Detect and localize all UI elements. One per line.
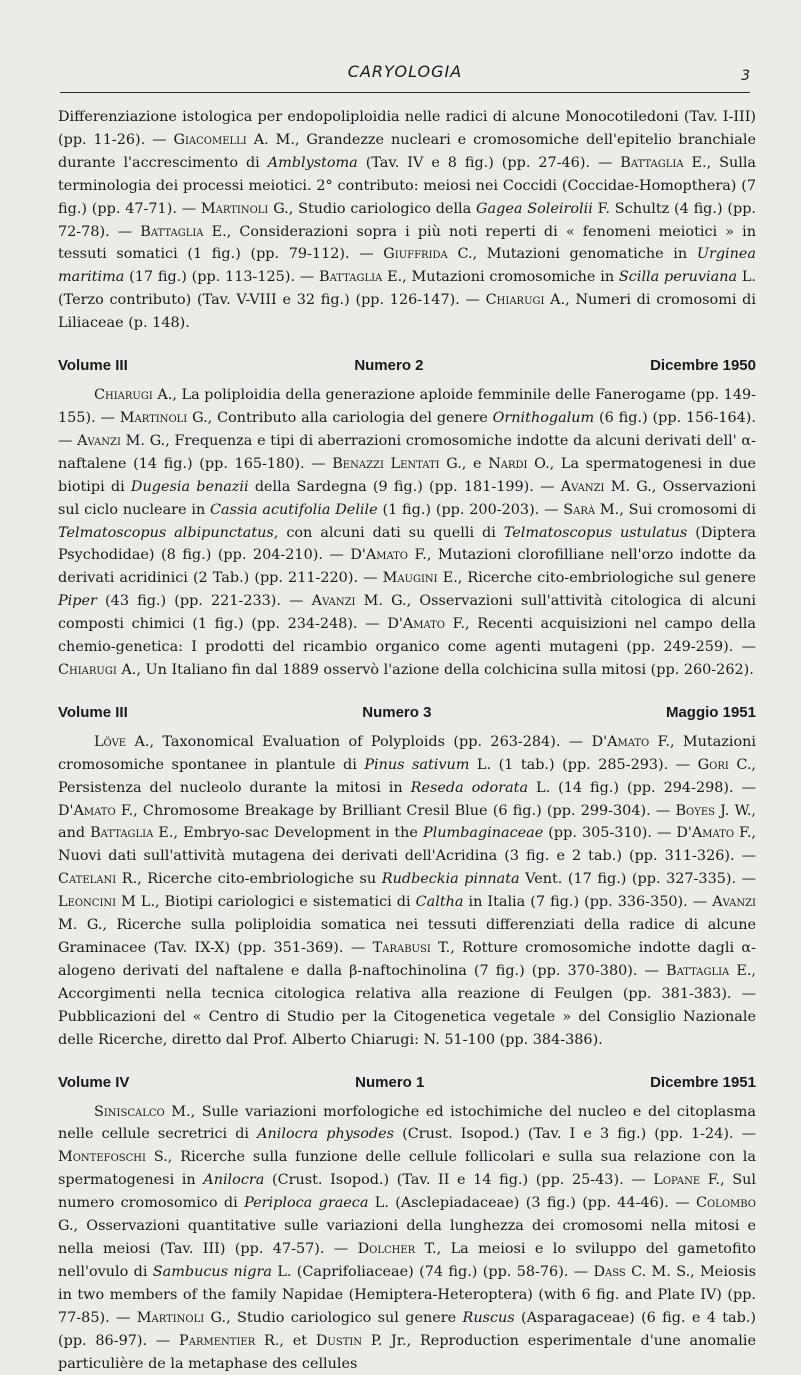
section-heading — [58, 1074, 756, 1091]
section-heading — [58, 704, 756, 721]
issue-date: Maggio 1951 — [665, 703, 756, 721]
page-number: 3 — [741, 68, 750, 84]
section-contents: Löve A., Taxonomical Evaluation of Polyploids (pp. 263-284). — D'Amato F., Mutazioni cromosomiche spontanee in plantule di Pinus sativum L. (1 tab.) (pp. 285-293). — Gori C., Persistenza del nucleolo durante la mitosi in Reseda odorata L. (14 fig.) (pp. 294-298). — D'Amato F., Chromosome Breakage by Brilliant Cresil Blue (6 fig.) (pp. 299-304). — Boyes J. W., and Battaglia E., Embryo-sac Development in the Plumbaginaceae (pp. 305-310). — D'Amato F., Nuovi dati sull'attività mutagena dei derivati dell'Acridina (3 fig. e 2 tab.) (pp. 311-326). — Catelani R., Ricerche cito-embriologiche su Rudbeckia pinnata Vent. (17 fig.) (pp. 327-335). — Leoncini M L., Biotipi cariologici e sistematici di Caltha in Italia (7 fig.) (pp. 336-350). — Avanzi M. G., Ricerche sulla poliploidia somatica nei tessuti differenziati della radice di alcune Graminacee (Tav. IX-X) (pp. 351-369). — Tarabusi T., Rotture cromosomiche indotte dagli α-alogeno derivati del naftalene e dalla β-naftochinolina (7 fig.) (pp. 370-380). — Battaglia E., Accorgimenti nella tecnica citologica relativa alla reazione di Feulgen (pp. 381-383). — Pubblicazioni del « Centro di Studio per la Citogenetica vegetale » del Consiglio Nazionale delle Ricerche, diretto dal Prof. Alberto Chiarugi: N. 51-100 (pp. 384-386). — [58, 733, 757, 1048]
section-contents: Chiarugi A., La poliploidia della generazione aploide femminile delle Fanerogame (pp. 149-155). — Martinoli G., Contributo alla cariologia del genere Ornithogalum (6 fig.) (pp. 156-164). — Avanzi M. G., Frequenza e tipi di aberrazioni cromosomiche indotte da alcuni derivati dell' α-naftalene (14 fig.) (pp. 165-180). — Benazzi Lentati G., e Nardi O., La spermatogenesi in due biotipi di Dugesia benazii della Sardegna (9 fig.) (pp. 181-199). — Avanzi M. G., Osservazioni sul ciclo nucleare in Cassia acutifolia Delile (1 fig.) (pp. 200-203). — Sarà M., Sui cromosomi di Telmatoscopus albipunctatus, con alcuni dati su quelli di Telmatoscopus ustulatus (Diptera Psychodidae) (8 fig.) (pp. 204-210). — D'Amato F., Mutazioni clorofilliane nell'orzo indotte da derivati acridinici (2 Tab.) (pp. 211-220). — Maugini E., Ricerche cito-embriologiche sul genere Piper (43 fig.) (pp. 221-233). — Avanzi M. G., Osservazioni sull'attività citologica di alcuni composti chimici (1 fig.) (pp. 234-248). — D'Amato F., Recenti acquisizioni nel campo della chemio-genetica: I prodotti del ricambio organico come agenti mutageni (pp. 249-259). — Chiarugi A., Un Italiano fin dal 1889 osservò l'azione della colchicina sulla mitosi (pp. 260-262). — [58, 387, 757, 678]
section-heading — [58, 357, 756, 374]
section-contents: Siniscalco M., Sulle variazioni morfologiche ed istochimiche del nucleo e del citoplasma nelle cellule secretrici di Anilocra physodes (Crust. Isopod.) (Tav. I e 3 fig.) (pp. 1-24). — Montefoschi S., Ricerche sulla funzione delle cellule follicolari e sulla sua relazione con la spermatogenesi in Anilocra (Crust. Isopod.) (Tav. II e 14 fig.) (pp. 25-43). — Lopane F., Sul numero cromosomico di Periploca graeca L. (Asclepiadaceae) (3 fig.) (pp. 44-46). — Colombo G., Osservazioni quantitative sulle variazioni della lunghezza dei cromosomi nella mitosi e nella meiosi (Tav. III) (pp. 47-57). — Dolcher T., La meiosi e lo sviluppo del gametofito nell'ovulo di Sambucus nigra L. (Caprifoliaceae) (74 fig.) (pp. 58-76). — Dass C. M. S., Meiosis in two members of the family Napidae (Hemiptera-Heteroptera) (with 6 fig. and Plate IV) (pp. 77-85). — Martinoli G., Studio cariologico sul genere Ruscus (Asparagaceae) (6 fig. e 4 tab.) (pp. 86-97). — Parmentier R., et Dustin P. Jr., Reproduction esperimentale d'une anomalie particulière de la metaphase des cellules — [58, 1103, 757, 1372]
issue-date: Dicembre 1951 — [650, 1073, 756, 1091]
intro-paragraph: Differenziazione istologica per endopoliploidia nelle radici di alcune Monocotiledoni (Tav. I-III) (pp. 11-26). — Giacomelli A. M., Grandezze nucleari e cromosomiche dell'epitelio branchiale durante l'accrescimento di Amblystoma (Tav. IV e 8 fig.) (pp. 27-46). — Battaglia E., Sulla terminologia dei processi meiotici. 2° contributo: meiosi nei Coccidi (Coccidae-Homopthera) (7 fig.) (pp. 47-71). — Martinoli G., Studio cariologico della Gagea Soleirolii F. Schultz (4 fig.) (pp. 72-78). — Battaglia E., Considerazioni sopra i più noti reperti di « fenomeni meiotici » in tessuti somatici (1 fig.) (pp. 79-112). — Giuffrida C., Mutazioni genomatiche in Urginea maritima (17 fig.) (pp. 113-125). — Battaglia E., Mutazioni cromosomiche in Scilla peruviana L. (Terzo contributo) (Tav. V-VIII e 32 fig.) (pp. 126-147). — Chiarugi A., Numeri di cromosomi di Liliaceae (p. 148). — [58, 109, 757, 332]
running-header — [60, 58, 750, 93]
issue-date: Dicembre 1950 — [650, 357, 756, 375]
volume-label: Volume III — [58, 357, 128, 375]
issue-label: Numero 1 — [355, 1073, 425, 1091]
volume-label: Volume III — [58, 703, 128, 721]
journal-title: CARYOLOGIA — [347, 62, 463, 81]
issue-label: Numero 2 — [354, 357, 424, 375]
issue-label: Numero 3 — [362, 703, 432, 721]
volume-label: Volume IV — [58, 1073, 130, 1091]
contents-list — [58, 106, 756, 1375]
